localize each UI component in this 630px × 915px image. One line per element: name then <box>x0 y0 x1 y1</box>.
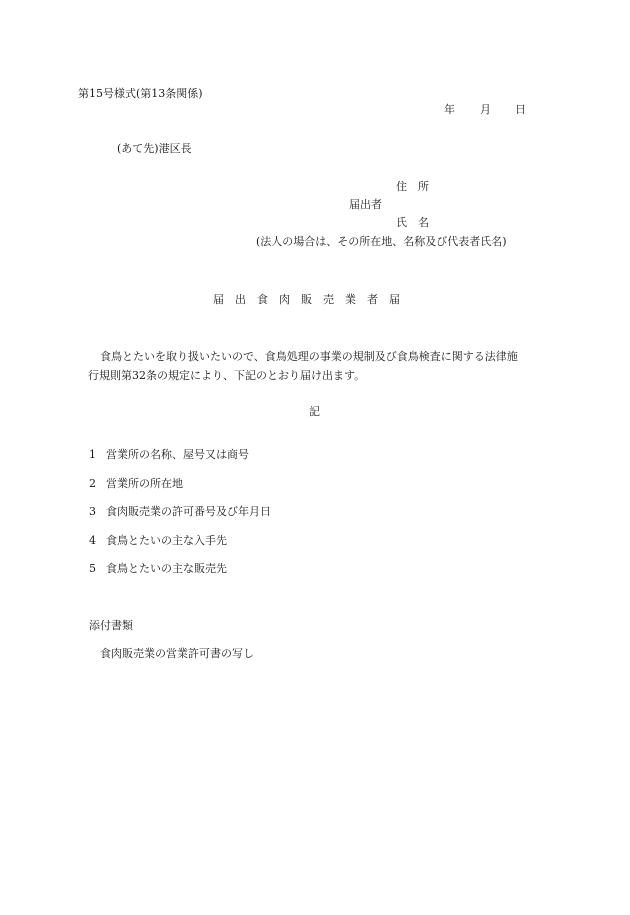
item-number: 1 <box>89 448 96 461</box>
corporate-note: (法人の場合は、その所在地、名称及び代表者氏名) <box>256 235 507 248</box>
item-number: 5 <box>89 562 96 575</box>
form-number: 第15号様式(第13条関係) <box>78 87 203 100</box>
addressee: (あて先)港区長 <box>117 142 192 155</box>
attachment-item: 食肉販売業の営業許可書の写し <box>100 647 254 660</box>
item-text: 食肉販売業の許可番号及び年月日 <box>106 505 271 518</box>
item-text: 営業所の所在地 <box>106 477 183 490</box>
document-title: 届 出 食 肉 販 売 業 者 届 <box>213 293 400 306</box>
item-number: 4 <box>89 534 96 547</box>
item-number: 2 <box>89 477 96 490</box>
item-text: 食鳥とたいの主な入手先 <box>106 534 227 547</box>
attachments-heading: 添付書類 <box>89 619 133 632</box>
ki-marker: 記 <box>309 405 320 418</box>
body-line-2: 行規則第32条の規定により、下記のとおり届け出ます。 <box>88 369 366 382</box>
date-year-label: 年 <box>444 103 455 116</box>
item-text: 営業所の名称、屋号又は商号 <box>106 448 249 461</box>
date-month-label: 月 <box>480 103 491 116</box>
item-number: 3 <box>89 505 96 518</box>
name-label: 氏 名 <box>396 216 429 229</box>
body-line-1: 食鳥とたいを取り扱いたいので、食鳥処理の事業の規制及び食鳥検査に関する法律施 <box>100 350 518 363</box>
submitter-role-label: 届出者 <box>349 198 382 211</box>
address-label: 住 所 <box>396 180 429 193</box>
date-day-label: 日 <box>515 103 526 116</box>
item-text: 食鳥とたいの主な販売先 <box>106 562 227 575</box>
